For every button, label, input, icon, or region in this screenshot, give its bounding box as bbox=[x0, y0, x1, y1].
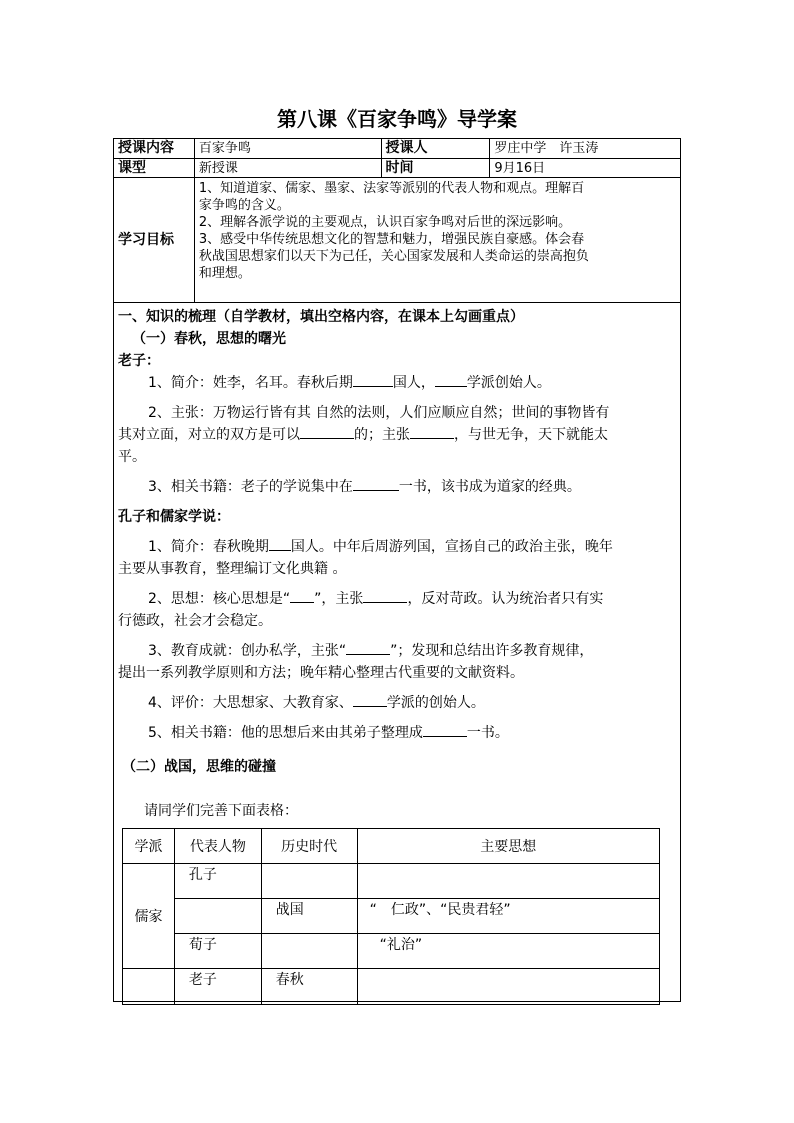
goal-line: 家争鸣的含义。 bbox=[198, 198, 290, 213]
goal-line: 2、理解各派学说的主要观点，认识百家争鸣对后世的深远影响。 bbox=[198, 215, 572, 230]
type-label: 课型 bbox=[114, 159, 195, 178]
blank-line[interactable] bbox=[423, 722, 467, 737]
blank-line[interactable] bbox=[353, 476, 399, 491]
goals-label: 学习目标 bbox=[114, 178, 195, 303]
confucius-eval: 4、评价：大思想家、大教育家、 学派的创始人。 bbox=[118, 692, 485, 712]
person-cell[interactable] bbox=[174, 899, 261, 934]
blank-line[interactable] bbox=[290, 588, 314, 603]
era-cell[interactable] bbox=[261, 864, 357, 899]
column-header: 历史时代 bbox=[261, 829, 357, 864]
laozi-heading: 老子： bbox=[118, 353, 160, 369]
column-header: 学派 bbox=[123, 829, 175, 864]
laozi-intro: 1、简介：姓李，名耳。春秋后期 国人， 学派创始人。 bbox=[118, 372, 551, 392]
person-cell[interactable]: 老子 bbox=[174, 969, 261, 1005]
confucius-heading: 孔子和儒家学说： bbox=[118, 509, 230, 525]
school-cell: 儒家 bbox=[123, 864, 175, 969]
content-value: 百家争鸣 bbox=[194, 139, 381, 159]
blank-line[interactable] bbox=[353, 372, 393, 387]
blank-line[interactable] bbox=[300, 424, 354, 439]
laozi-book: 3、相关书籍：老子的学说集中在 一书，该书成为道家的经典。 bbox=[118, 476, 581, 496]
goal-line: 1、知道道家、儒家、墨家、法家等派别的代表人物和观点。理解百 bbox=[198, 181, 585, 196]
laozi-idea-cont: 其对立面，对立的双方是可以 的；主张 ，与世无争，天下就能太 bbox=[118, 424, 608, 444]
idea-cell[interactable]: “礼治” bbox=[357, 934, 659, 969]
goal-line: 秋战国思想家们以天下为己任，关心国家发展和人类命运的崇高抱负 bbox=[198, 249, 589, 264]
idea-cell[interactable] bbox=[357, 864, 659, 899]
era-cell[interactable]: 战国 bbox=[261, 899, 357, 934]
goals-content bbox=[194, 178, 680, 303]
era-cell[interactable]: 春秋 bbox=[261, 969, 357, 1005]
blank-line[interactable] bbox=[435, 372, 467, 387]
column-header: 主要思想 bbox=[357, 829, 659, 864]
idea-cell[interactable] bbox=[357, 969, 659, 1005]
table-intro: 请同学们完善下面表格： bbox=[144, 803, 298, 819]
blank-line[interactable] bbox=[363, 588, 407, 603]
page-title: 第八课《百家争鸣》导学案 bbox=[277, 107, 517, 131]
blank-line[interactable] bbox=[346, 640, 390, 655]
confucius-idea-cont: 行德政，社会才会稳定。 bbox=[118, 613, 272, 629]
confucius-edu: 3、教育成就：创办私学，主张“ ”；发现和总结出许多教育规律， bbox=[118, 640, 593, 660]
section-heading: 一、知识的梳理（自学教材，填出空格内容，在课本上勾画重点） bbox=[118, 309, 524, 325]
time-label: 时间 bbox=[381, 159, 490, 178]
person-cell[interactable]: 荀子 bbox=[174, 934, 261, 969]
subsection-heading: （一）春秋，思想的曙光 bbox=[132, 331, 286, 347]
person-cell[interactable]: 孔子 bbox=[174, 864, 261, 899]
column-header: 代表人物 bbox=[174, 829, 261, 864]
teacher-label: 授课人 bbox=[381, 139, 490, 159]
confucius-book: 5、相关书籍：他的思想后来由其弟子整理成 一书。 bbox=[118, 722, 509, 742]
confucius-edu-cont: 提出一系列教学原则和方法；晚年精心整理古代重要的文献资料。 bbox=[118, 665, 524, 681]
confucius-idea: 2、思想：核心思想是“ ”，主张 ，反对苛政。认为统治者只有实 bbox=[118, 588, 603, 608]
idea-cell[interactable]: “ 仁政”、“民贵君轻” bbox=[357, 899, 659, 934]
subsection-heading: （二）战国，思维的碰撞 bbox=[122, 759, 276, 775]
blank-line[interactable] bbox=[410, 424, 454, 439]
blank-line[interactable] bbox=[353, 692, 387, 707]
goal-line: 和理想。 bbox=[198, 266, 251, 281]
schools-table bbox=[122, 828, 660, 1005]
blank-line[interactable] bbox=[269, 536, 291, 551]
laozi-idea-cont: 平。 bbox=[118, 449, 146, 465]
goal-line: 3、感受中华传统思想文化的智慧和魅力，增强民族自豪感。体会春 bbox=[198, 232, 585, 247]
laozi-idea: 2、主张：万物运行皆有其 自然的法则，人们应顺应自然；世间的事物皆有 bbox=[148, 405, 610, 421]
header-table bbox=[113, 138, 681, 303]
type-value: 新授课 bbox=[194, 159, 381, 178]
teacher-value: 罗庄中学 许玉涛 bbox=[490, 139, 681, 159]
school-cell[interactable] bbox=[123, 969, 175, 1005]
content-label: 授课内容 bbox=[114, 139, 195, 159]
confucius-intro: 1、简介：春秋晚期 国人。中年后周游列国，宣扬自己的政治主张，晚年 bbox=[118, 536, 613, 556]
era-cell[interactable] bbox=[261, 934, 357, 969]
time-value: 9月16日 bbox=[490, 159, 681, 178]
confucius-intro-cont: 主要从事教育，整理编订文化典籍 。 bbox=[118, 561, 347, 577]
